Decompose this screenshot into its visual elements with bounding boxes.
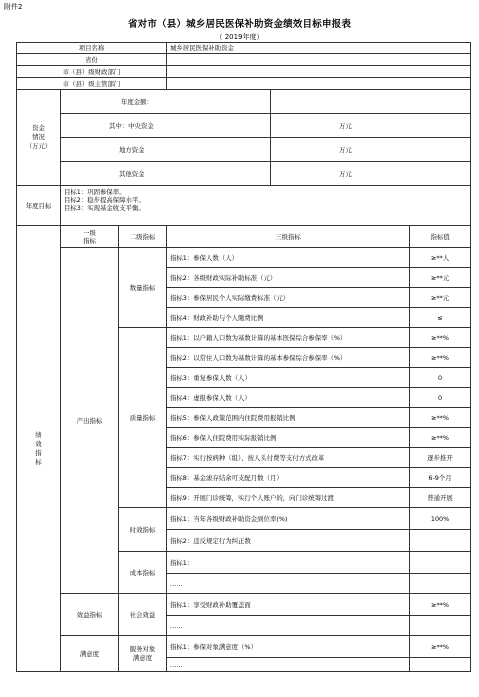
indicator-row: 指标5：参保人政策范围内住院费用报销比例 [167, 408, 410, 428]
indicator-row: 指标7：实行按病种（组）、按人头付费等支付方式改革 [167, 448, 410, 468]
indicator-value: ≥**% [410, 594, 471, 616]
indicator-row: 指标1：参保对象满意度（%） [167, 636, 410, 658]
indicator-value: ≥**% [410, 348, 471, 368]
annual-goal-label: 年度目标 [17, 186, 61, 226]
social-benefit-label: 社会效益 [119, 594, 167, 636]
indicator-row: 指标1： [167, 552, 410, 574]
form-title: 省对市（县）城乡居民医保补助资金绩效目标申报表 [127, 19, 352, 30]
central-funds-unit: 万元 [271, 114, 471, 138]
indicator-value: ≥**元 [410, 288, 471, 308]
indicator-row: 指标1：参保人数（人） [167, 248, 410, 268]
province-value[interactable] [167, 54, 471, 66]
indicator-value: ≥**% [410, 428, 471, 448]
service-satisfaction-label: 服务对象 满意度 [119, 636, 167, 672]
timeliness-indicator-label: 时效指标 [119, 508, 167, 552]
annual-goal-line: 目标2：稳步提高保障水平。 [64, 196, 145, 204]
indicator-row: 指标6：参保人住院费用实际报销比例 [167, 428, 410, 448]
annual-goal-line: 目标3：实现基金收支平衡。 [64, 204, 145, 212]
funds-section-label: 资金 情况 （万元） [17, 90, 61, 186]
other-funds-unit: 万元 [271, 162, 471, 186]
indicator-value[interactable] [410, 658, 471, 672]
indicator-row: 指标1：当年各级财政补助资金到位率(%) [167, 508, 410, 530]
indicator-value: ≥**人 [410, 248, 471, 268]
indicator-value: ≤ [410, 308, 471, 328]
indicator-value: ≥**元 [410, 268, 471, 288]
indicator-row: 指标3：重复参保人数（人） [167, 368, 410, 388]
indicator-row: …… [167, 658, 410, 672]
output-indicator-label: 产出指标 [61, 248, 119, 594]
indicator-value: 普通开展 [410, 488, 471, 508]
indicator-row: 指标8：基金滚存结余可支配月数（月） [167, 468, 410, 488]
project-name-value: 城乡居民医保补助资金 [167, 43, 471, 54]
benefit-indicator-label: 效益指标 [61, 594, 119, 636]
competent-dept-label: 市（县）级主管部门 [17, 78, 167, 90]
indicator-value: ≥**% [410, 636, 471, 658]
indicator-row: 指标3：参保居民个人实际缴费标准（元） [167, 288, 410, 308]
indicator-row: …… [167, 574, 410, 594]
level2-header: 二级指标 [119, 226, 167, 248]
cost-indicator-label: 成本指标 [119, 552, 167, 594]
indicator-value: 6-9个月 [410, 468, 471, 488]
indicator-row: 指标4：虚报参保人数（人） [167, 388, 410, 408]
competent-dept-value[interactable] [167, 78, 471, 90]
local-funds-unit: 万元 [271, 138, 471, 162]
level1-header: 一级 指标 [61, 226, 119, 248]
finance-dept-label: 市（县）级财政部门 [17, 66, 167, 78]
indicator-value: 100% [410, 508, 471, 530]
project-name-label: 项目名称 [17, 43, 167, 54]
level3-header: 三级指标 [167, 226, 410, 248]
indicators-section-label: 绩 效 指 标 [17, 226, 61, 672]
annual-goal-line: 目标1：巩固参保率。 [64, 188, 126, 196]
attachment-label: 附件2 [4, 3, 23, 11]
indicator-value: 逐步推开 [410, 448, 471, 468]
indicator-value[interactable] [410, 530, 471, 552]
indicator-value: ≥**% [410, 408, 471, 428]
indicator-row: 指标2：违反规定行为纠正数 [167, 530, 410, 552]
indicator-row: 指标2：以常住人口数为基数计算的基本参保综合参保率（%） [167, 348, 410, 368]
finance-dept-value[interactable] [167, 66, 471, 78]
local-funds-label: 地方资金 [61, 138, 271, 162]
indicator-row: 指标1：以户籍人口数为基数计算的基本医保综合参保率（%） [167, 328, 410, 348]
annual-total-label: 年度金额： [61, 90, 271, 114]
indicator-value[interactable] [410, 574, 471, 594]
value-header: 指标值 [410, 226, 471, 248]
indicator-row: 指标1：享受财政补助覆盖面 [167, 594, 410, 616]
indicator-value: 0 [410, 388, 471, 408]
indicator-value[interactable] [410, 616, 471, 636]
performance-goal-table [16, 42, 471, 672]
indicator-row: 指标4：财政补助与个人缴费比例 [167, 308, 410, 328]
satisfaction-indicator-label: 满意度 [61, 636, 119, 672]
indicator-value: 0 [410, 368, 471, 388]
quality-indicator-label: 质量指标 [119, 328, 167, 508]
annual-total-value[interactable] [271, 90, 471, 114]
form-year: （ 2019年度） [215, 33, 264, 41]
indicator-row: …… [167, 616, 410, 636]
indicator-row: 指标9：开展门诊统筹，实行个人账户的，向门诊统筹过渡 [167, 488, 410, 508]
indicator-value[interactable] [410, 552, 471, 574]
indicator-value: ≥**% [410, 328, 471, 348]
other-funds-label: 其他资金 [61, 162, 271, 186]
indicator-row: 指标2：各级财政实际补助标准（元） [167, 268, 410, 288]
central-funds-label: 其中：中央资金 [61, 114, 271, 138]
province-label: 省份 [17, 54, 167, 66]
quantity-indicator-label: 数量指标 [119, 248, 167, 328]
